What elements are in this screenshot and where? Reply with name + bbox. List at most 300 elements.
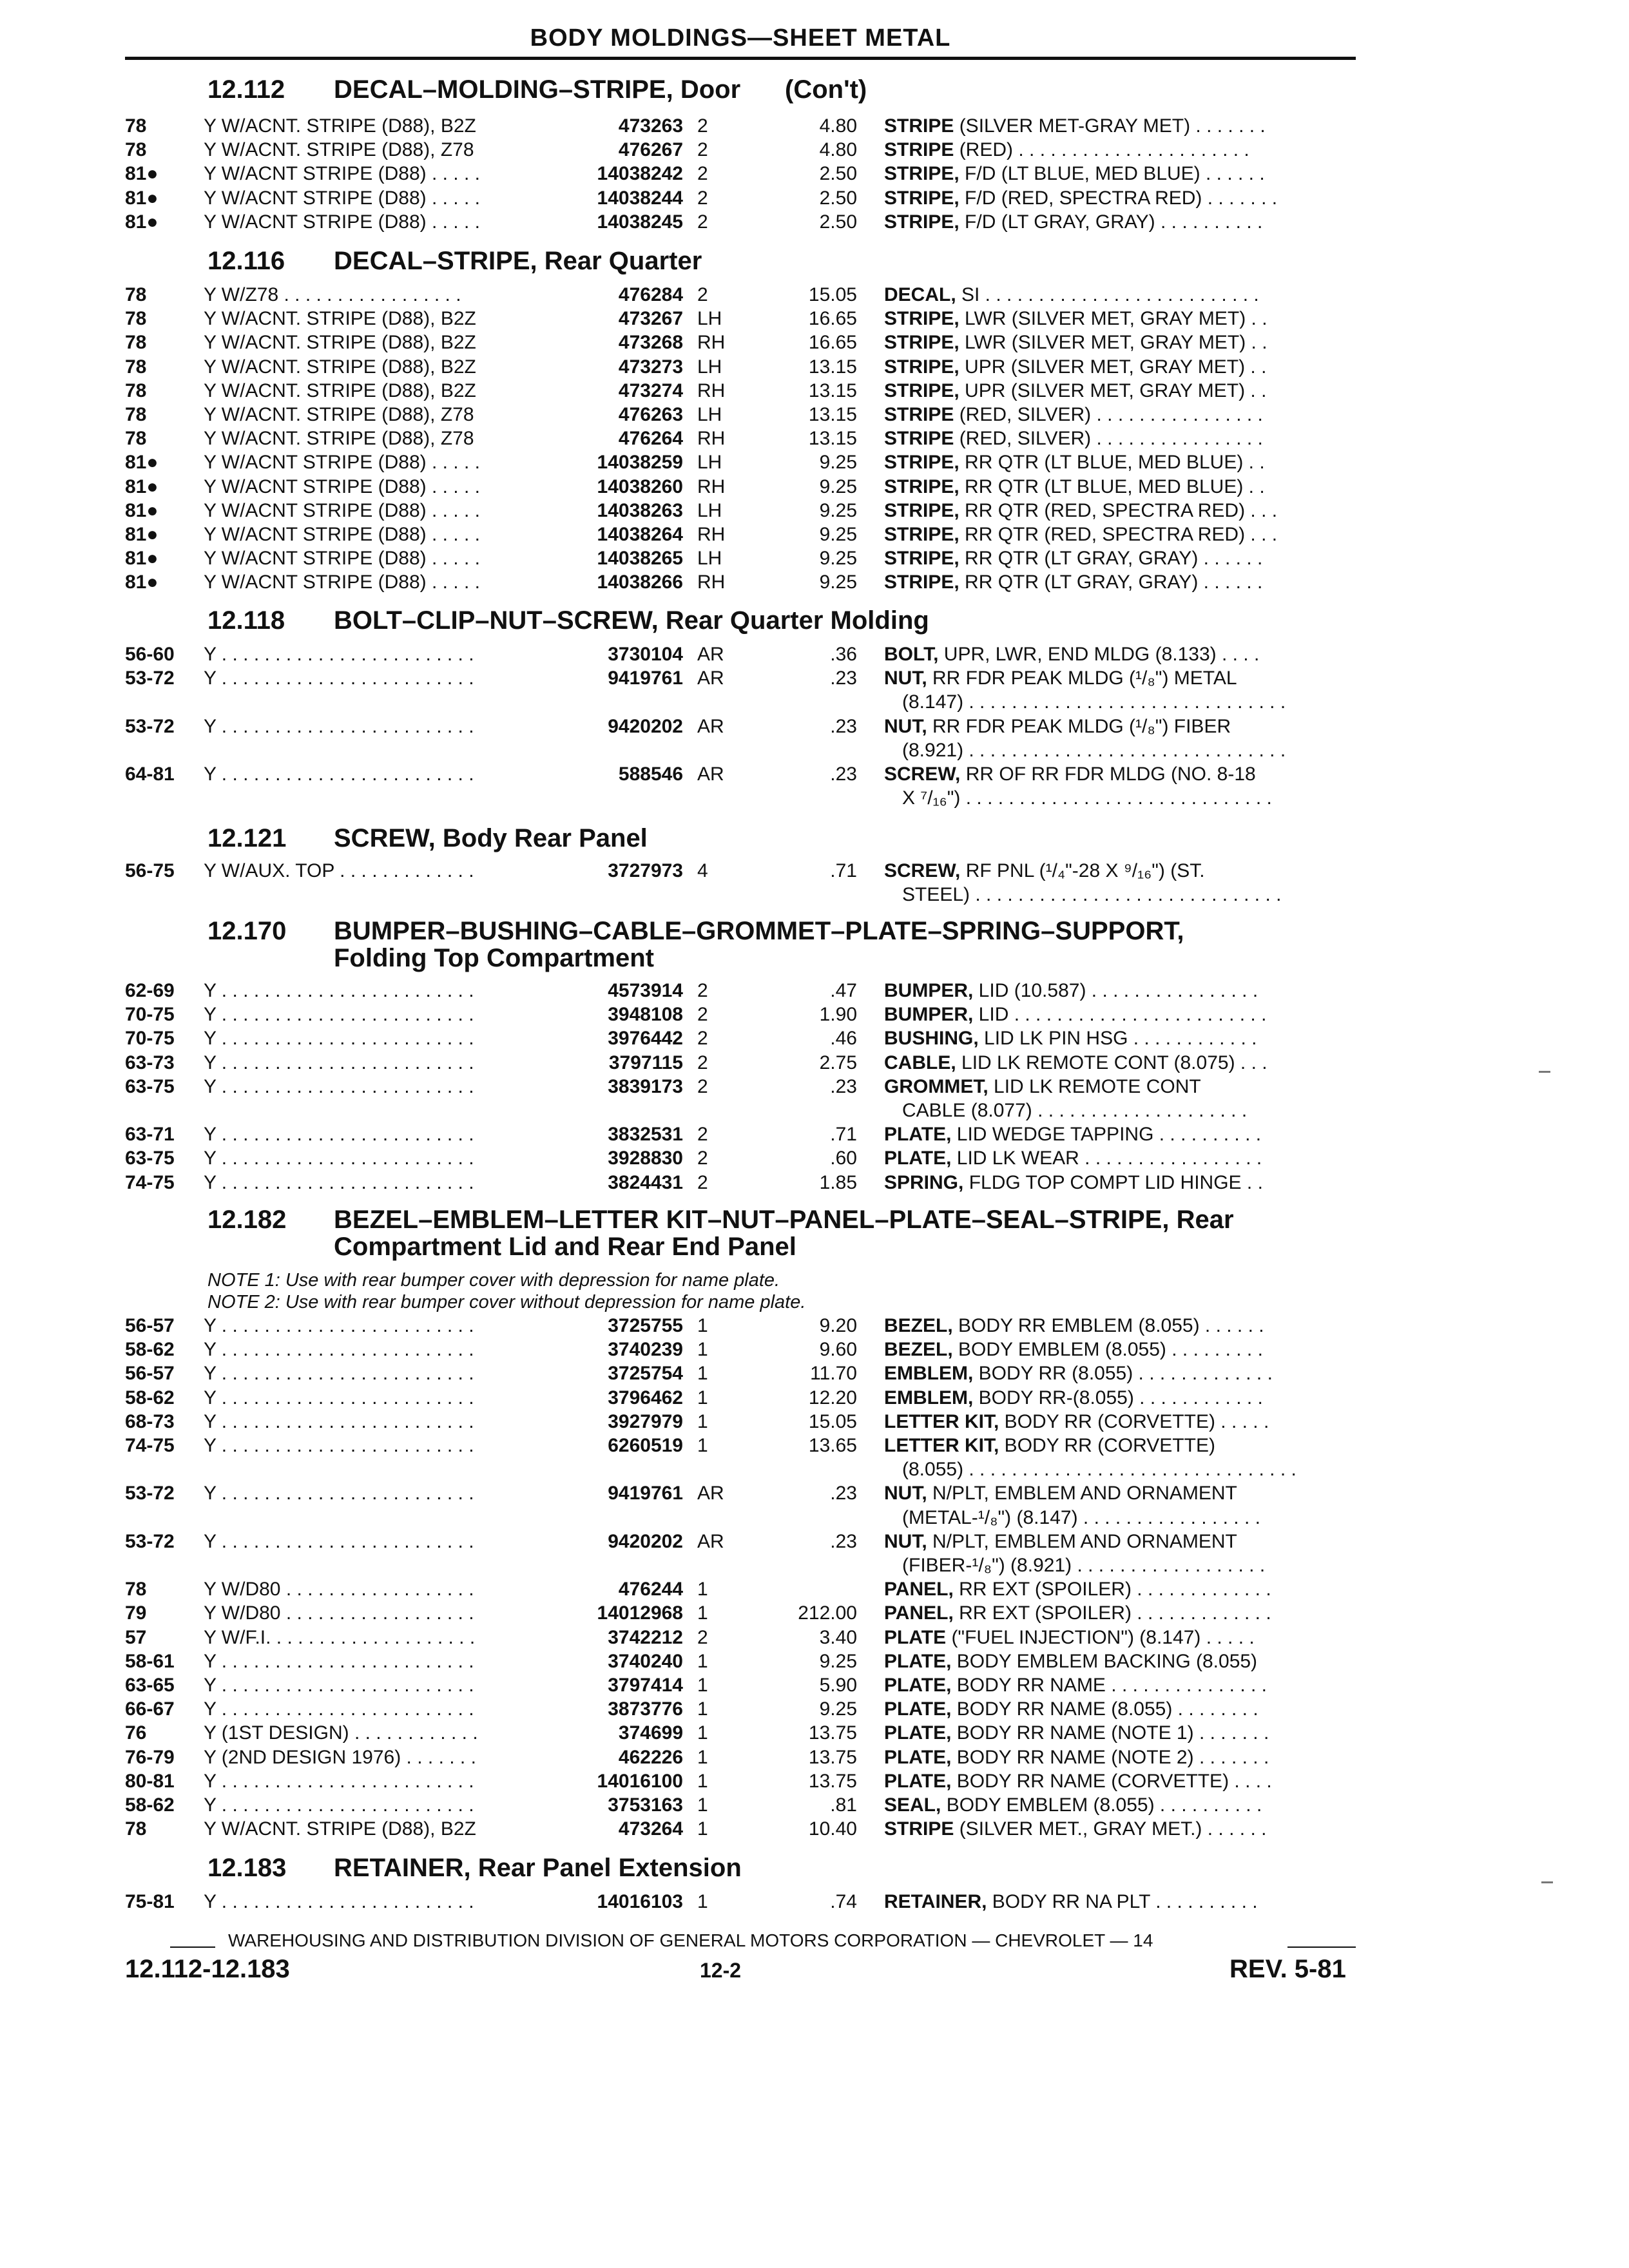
price: .71: [830, 1124, 857, 1145]
price: .23: [830, 716, 857, 737]
part-number: 3740239: [608, 1339, 683, 1360]
quantity: 2: [697, 1028, 708, 1049]
quantity: 1: [697, 1675, 708, 1696]
part-description-detail: BODY RR NAME (NOTE 2) . . . . . . .: [951, 1747, 1269, 1768]
part-name: LETTER KIT,: [884, 1435, 999, 1456]
part-name: PLATE,: [884, 1675, 952, 1696]
price: .23: [830, 1483, 857, 1504]
table-row: [0, 115, 1629, 138]
part-name: BUMPER,: [884, 980, 974, 1001]
price: 2.50: [819, 163, 857, 184]
price: 13.15: [808, 380, 857, 401]
part-number: 14016103: [597, 1891, 683, 1912]
part-description: [884, 523, 1277, 546]
section-heading: [207, 1206, 1234, 1260]
part-description-detail: LID . . . . . . . . . . . . . . . . . . . . . . . .: [973, 1004, 1267, 1025]
usage-code: Y . . . . . . . . . . . . . . . . . . . . . . . .: [204, 1435, 474, 1456]
part-description-continued: (8.921) . . . . . . . . . . . . . . . . . . . . . . . . . . . . . .: [902, 740, 1286, 761]
part-name: STRIPE: [884, 115, 954, 137]
price: 9.25: [819, 500, 857, 521]
part-description-detail: F/D (LT GRAY, GRAY) . . . . . . . . . .: [959, 211, 1263, 233]
usage-code: Y W/ACNT STRIPE (D88) . . . . .: [204, 211, 480, 233]
section-number: 12.112: [207, 75, 285, 104]
quantity: LH: [697, 452, 722, 473]
model-year: 58-62: [125, 1387, 175, 1408]
part-name: SEAL,: [884, 1794, 941, 1816]
part-description: [884, 1674, 1267, 1697]
part-description-detail: BODY RR (CORVETTE) . . . . .: [999, 1411, 1269, 1432]
part-name: STRIPE: [884, 139, 954, 160]
price: 212.00: [798, 1602, 857, 1624]
table-row: [0, 1602, 1629, 1625]
part-description-continued: (8.055) . . . . . . . . . . . . . . . . . . . . . . . . . . . . . . .: [902, 1459, 1296, 1480]
quantity: 1: [697, 1411, 708, 1432]
part-description-detail: LID LK REMOTE CONT: [988, 1076, 1201, 1097]
usage-code: Y W/F.I. . . . . . . . . . . . . . . . . . . .: [204, 1627, 476, 1648]
part-name: RETAINER,: [884, 1891, 987, 1912]
part-name: SCREW,: [884, 860, 961, 881]
quantity: LH: [697, 356, 722, 378]
footer-rule-right: [1287, 1946, 1356, 1948]
quantity: 4: [697, 860, 708, 881]
model-year: 74-75: [125, 1435, 175, 1456]
part-name: STRIPE,: [884, 548, 959, 569]
usage-code: Y . . . . . . . . . . . . . . . . . . . . . . . .: [204, 1076, 474, 1097]
part-description-detail: BODY RR NA PLT . . . . . . . . . .: [987, 1891, 1258, 1912]
part-description: [884, 1722, 1269, 1745]
table-row: [0, 1530, 1629, 1553]
part-description-detail: BODY RR EMBLEM (8.055) . . . . . .: [952, 1315, 1264, 1336]
usage-code: Y W/ACNT STRIPE (D88) . . . . .: [204, 524, 480, 545]
table-row: [0, 187, 1629, 210]
section-note: NOTE 1: Use with rear bumper cover with depression for name plate.: [207, 1270, 780, 1291]
part-number: 473263: [618, 115, 683, 137]
model-year: 81●: [125, 211, 159, 233]
part-name: PLATE,: [884, 1124, 952, 1145]
quantity: LH: [697, 500, 722, 521]
model-year: 78: [125, 404, 147, 425]
part-description: [884, 1818, 1266, 1841]
part-description: [884, 1147, 1262, 1170]
part-description: [884, 1362, 1273, 1385]
part-description: [884, 211, 1262, 234]
footer-page-number: 12-2: [700, 1959, 742, 1982]
part-description-detail: RR QTR (LT GRAY, GRAY) . . . . . .: [959, 572, 1263, 593]
part-description: [884, 763, 1256, 786]
usage-code: Y . . . . . . . . . . . . . . . . . . . . . . . .: [204, 1387, 474, 1408]
part-number: 3928830: [608, 1148, 683, 1169]
footer-division-text: WAREHOUSING AND DISTRIBUTION DIVISION OF GENERAL MOTORS CORPORATION — CHEVROLET — 14: [228, 1930, 1153, 1950]
price: 13.15: [808, 428, 857, 449]
part-name: STRIPE,: [884, 211, 959, 233]
part-number: 3730104: [608, 644, 683, 665]
part-description: [884, 1387, 1263, 1410]
price: .81: [830, 1794, 857, 1816]
part-description: [884, 1027, 1257, 1050]
part-name: STRIPE,: [884, 356, 959, 378]
table-row: [0, 499, 1629, 523]
table-row-continuation: [0, 1099, 1629, 1122]
part-description-detail: LID LK PIN HSG . . . . . . . . . . . .: [978, 1028, 1257, 1049]
part-description: [884, 1410, 1269, 1434]
table-row: [0, 451, 1629, 474]
table-row: [0, 1818, 1629, 1841]
price: 13.15: [808, 356, 857, 378]
quantity: 2: [697, 1004, 708, 1025]
usage-code: Y W/ACNT. STRIPE (D88), Z78: [204, 139, 474, 160]
model-year: 75-81: [125, 1891, 175, 1912]
part-description: [884, 284, 1259, 307]
usage-code: Y . . . . . . . . . . . . . . . . . . . . . . . .: [204, 1698, 474, 1720]
part-number: 3740240: [608, 1651, 683, 1672]
section-title-line2: Compartment Lid and Rear End Panel: [334, 1233, 796, 1261]
model-year: 56-60: [125, 644, 175, 665]
table-row: [0, 715, 1629, 738]
usage-code: Y . . . . . . . . . . . . . . . . . . . . . . . .: [204, 980, 474, 1001]
table-row: [0, 476, 1629, 499]
part-description-detail: RR FDR PEAK MLDG (¹/₈") METAL: [927, 668, 1237, 689]
part-name: SPRING,: [884, 1172, 964, 1193]
section-heading: [207, 825, 648, 852]
part-name: STRIPE,: [884, 524, 959, 545]
price: 2.50: [819, 187, 857, 209]
part-number: 14038244: [597, 187, 683, 209]
table-row: [0, 1578, 1629, 1601]
model-year: 78: [125, 380, 147, 401]
quantity: 2: [697, 211, 708, 233]
model-year: 56-57: [125, 1315, 175, 1336]
table-row: [0, 307, 1629, 331]
model-year: 53-72: [125, 716, 175, 737]
model-year: 56-57: [125, 1363, 175, 1384]
section-heading: [207, 1854, 742, 1881]
part-number: 14038260: [597, 476, 683, 497]
table-row-continuation: [0, 739, 1629, 762]
section-heading: [207, 75, 867, 104]
price: 9.25: [819, 548, 857, 569]
quantity: 1: [697, 1435, 708, 1456]
quantity: 1: [697, 1771, 708, 1792]
usage-code: Y . . . . . . . . . . . . . . . . . . . . . . . .: [204, 1363, 474, 1384]
part-number: 9419761: [608, 668, 683, 689]
part-number: 473273: [618, 356, 683, 378]
part-number: 14038245: [597, 211, 683, 233]
quantity: 1: [697, 1651, 708, 1672]
part-description: [884, 1434, 1215, 1457]
part-description: [884, 427, 1263, 450]
part-description-detail: RR QTR (LT BLUE, MED BLUE) . .: [959, 476, 1265, 497]
part-description-detail: LWR (SILVER MET, GRAY MET) . .: [959, 332, 1268, 353]
quantity: 2: [697, 139, 708, 160]
quantity: LH: [697, 404, 722, 425]
table-row: [0, 979, 1629, 1003]
table-row: [0, 1387, 1629, 1410]
part-name: STRIPE,: [884, 500, 959, 521]
part-number: 4573914: [608, 980, 683, 1001]
price: .71: [830, 860, 857, 881]
model-year: 81●: [125, 524, 159, 545]
part-description: [884, 115, 1266, 138]
section-heading: [207, 247, 702, 274]
part-description: [884, 979, 1258, 1003]
model-year: 78: [125, 428, 147, 449]
price: 9.25: [819, 524, 857, 545]
part-description-detail: RR OF RR FDR MLDG (NO. 8-18: [960, 764, 1256, 785]
quantity: 2: [697, 1076, 708, 1097]
table-row: [0, 1746, 1629, 1769]
price: .60: [830, 1148, 857, 1169]
part-description-detail: RR QTR (RED, SPECTRA RED) . . .: [959, 500, 1278, 521]
quantity: 2: [697, 1172, 708, 1193]
quantity: 1: [697, 1794, 708, 1816]
quantity: 1: [697, 1722, 708, 1744]
model-year: 81●: [125, 500, 159, 521]
quantity: 1: [697, 1698, 708, 1720]
part-name: PANEL,: [884, 1579, 954, 1600]
table-row: [0, 1410, 1629, 1434]
usage-code: Y . . . . . . . . . . . . . . . . . . . . . . . .: [204, 1315, 474, 1336]
price: 11.70: [810, 1363, 857, 1384]
part-description-continued: STEEL) . . . . . . . . . . . . . . . . . . . . . . . . . . . . .: [902, 884, 1282, 905]
price: 13.75: [808, 1747, 857, 1768]
section-title: BEZEL–EMBLEM–LETTER KIT–NUT–PANEL–PLATE–SEAL–STRIPE, Rear: [334, 1206, 1234, 1234]
price: .46: [830, 1028, 857, 1049]
model-year: 53-72: [125, 1483, 175, 1504]
part-description-detail: RR QTR (LT BLUE, MED BLUE) . .: [959, 452, 1265, 473]
quantity: 1: [697, 1339, 708, 1360]
part-description: [884, 547, 1262, 570]
table-row-continuation: [0, 1554, 1629, 1577]
section-title: DECAL–STRIPE, Rear Quarter: [334, 247, 702, 275]
part-name: STRIPE,: [884, 380, 959, 401]
footer-rule-left: [170, 1946, 215, 1948]
quantity: AR: [697, 764, 724, 785]
price: 13.15: [808, 404, 857, 425]
table-row: [0, 1362, 1629, 1385]
table-row-continuation: [0, 1458, 1629, 1481]
model-year: 78: [125, 1818, 147, 1840]
part-description: [884, 162, 1265, 186]
quantity: 1: [697, 1387, 708, 1408]
part-name: PLATE,: [884, 1771, 952, 1792]
part-description: [884, 1482, 1237, 1505]
model-year: 79: [125, 1602, 147, 1624]
section-number: 12.170: [207, 917, 287, 945]
model-year: 78: [125, 308, 147, 329]
model-year: 66-67: [125, 1698, 175, 1720]
part-description: [884, 1626, 1255, 1649]
quantity: 2: [697, 163, 708, 184]
part-description: [884, 571, 1262, 594]
part-name: PLATE,: [884, 1651, 952, 1672]
table-row: [0, 139, 1629, 162]
price: 9.25: [819, 572, 857, 593]
table-row-continuation: [0, 691, 1629, 714]
usage-code: Y . . . . . . . . . . . . . . . . . . . . . . . .: [204, 668, 474, 689]
section-heading: [207, 918, 1184, 972]
model-year: 81●: [125, 548, 159, 569]
table-row: [0, 860, 1629, 883]
part-description: [884, 667, 1237, 690]
price: 9.25: [819, 1698, 857, 1720]
part-description-detail: BODY RR-(8.055) . . . . . . . . . . . .: [973, 1387, 1263, 1408]
model-year: 53-72: [125, 668, 175, 689]
usage-code: Y . . . . . . . . . . . . . . . . . . . . . . . .: [204, 1651, 474, 1672]
price: 16.65: [808, 332, 857, 353]
usage-code: Y W/ACNT. STRIPE (D88), B2Z: [204, 1818, 476, 1840]
usage-code: Y . . . . . . . . . . . . . . . . . . . . . . . .: [204, 1794, 474, 1816]
table-row: [0, 380, 1629, 403]
part-description-detail: BODY EMBLEM (8.055) . . . . . . . . . .: [941, 1794, 1262, 1816]
model-year: 76: [125, 1722, 147, 1744]
part-number: 476263: [618, 404, 683, 425]
part-number: 3797414: [608, 1675, 683, 1696]
part-description-continued: (METAL-¹/₈") (8.147) . . . . . . . . . . . . . . . . .: [902, 1507, 1260, 1528]
price: .23: [830, 764, 857, 785]
table-row: [0, 643, 1629, 666]
part-description: [884, 1890, 1258, 1914]
part-number: 462226: [618, 1747, 683, 1768]
part-description-detail: LID WEDGE TAPPING . . . . . . . . . .: [951, 1124, 1262, 1145]
part-name: BEZEL,: [884, 1339, 953, 1360]
quantity: 2: [697, 1124, 708, 1145]
part-description: [884, 356, 1266, 379]
part-description: [884, 307, 1268, 331]
part-description: [884, 860, 1205, 883]
part-name: STRIPE,: [884, 163, 959, 184]
model-year: 78: [125, 1579, 147, 1600]
table-row: [0, 1650, 1629, 1673]
part-name: GROMMET,: [884, 1076, 988, 1097]
model-year: 78: [125, 356, 147, 378]
model-year: 80-81: [125, 1771, 175, 1792]
part-name: BUMPER,: [884, 1004, 974, 1025]
table-row: [0, 1890, 1629, 1914]
table-row: [0, 1171, 1629, 1195]
part-number: 473274: [618, 380, 683, 401]
part-description-detail: UPR, LWR, END MLDG (8.133) . . . .: [938, 644, 1260, 665]
quantity: RH: [697, 380, 726, 401]
usage-code: Y . . . . . . . . . . . . . . . . . . . . . . . .: [204, 1339, 474, 1360]
part-number: 476264: [618, 428, 683, 449]
part-name: NUT,: [884, 716, 927, 737]
usage-code: Y W/ACNT. STRIPE (D88), B2Z: [204, 332, 476, 353]
price: 15.05: [808, 284, 857, 305]
quantity: AR: [697, 1531, 724, 1552]
quantity: 2: [697, 284, 708, 305]
part-description: [884, 1602, 1271, 1625]
part-number: 3797115: [608, 1052, 683, 1073]
usage-code: Y W/ACNT STRIPE (D88) . . . . .: [204, 452, 480, 473]
part-description-detail: F/D (RED, SPECTRA RED) . . . . . . .: [959, 187, 1278, 209]
usage-code: Y (1ST DESIGN) . . . . . . . . . . . .: [204, 1722, 478, 1744]
part-description: [884, 1171, 1263, 1195]
price: 9.25: [819, 476, 857, 497]
quantity: LH: [697, 548, 722, 569]
part-description-detail: RF PNL (¹/₄"-28 X ⁹/₁₆") (ST.: [960, 860, 1205, 881]
quantity: RH: [697, 572, 726, 593]
table-row: [0, 1338, 1629, 1361]
footer-section-range: 12.112-12.183: [125, 1955, 290, 1983]
part-description-detail: UPR (SILVER MET, GRAY MET) . .: [959, 380, 1267, 401]
part-number: 14038265: [597, 548, 683, 569]
part-number: 3873776: [608, 1698, 683, 1720]
usage-code: Y . . . . . . . . . . . . . . . . . . . . . . . .: [204, 1124, 474, 1145]
part-description-continued: X ⁷/₁₆") . . . . . . . . . . . . . . . . . . . . . . . . . . . . .: [902, 787, 1272, 809]
part-description-detail: BODY RR (CORVETTE): [999, 1435, 1215, 1456]
part-number: 14038242: [597, 163, 683, 184]
part-number: 3742212: [608, 1627, 683, 1648]
part-description-detail: SI . . . . . . . . . . . . . . . . . . . . . . . . . .: [956, 284, 1259, 305]
usage-code: Y (2ND DESIGN 1976) . . . . . . .: [204, 1747, 476, 1768]
usage-code: Y W/D80 . . . . . . . . . . . . . . . . . .: [204, 1602, 474, 1624]
table-row: [0, 1770, 1629, 1793]
part-name: NUT,: [884, 1483, 927, 1504]
table-row: [0, 1123, 1629, 1146]
part-description-detail: RR EXT (SPOILER) . . . . . . . . . . . . .: [953, 1602, 1271, 1624]
price: 13.75: [808, 1722, 857, 1744]
table-row: [0, 1052, 1629, 1075]
price: 12.20: [808, 1387, 857, 1408]
part-number: 3824431: [608, 1172, 683, 1193]
part-name: STRIPE: [884, 404, 954, 425]
table-row: [0, 523, 1629, 546]
part-number: 14038263: [597, 500, 683, 521]
part-name: PLATE,: [884, 1698, 952, 1720]
quantity: 1: [697, 1747, 708, 1768]
part-description-detail: UPR (SILVER MET, GRAY MET) . .: [959, 356, 1267, 378]
part-description: [884, 1338, 1263, 1361]
part-description-detail: (RED) . . . . . . . . . . . . . . . . . . . . . .: [954, 139, 1249, 160]
part-number: 473268: [618, 332, 683, 353]
usage-code: Y . . . . . . . . . . . . . . . . . . . . . . . .: [204, 1172, 474, 1193]
part-description-detail: BODY RR NAME (NOTE 1) . . . . . . .: [951, 1722, 1269, 1744]
part-name: SCREW,: [884, 764, 961, 785]
quantity: 2: [697, 1052, 708, 1073]
quantity: 2: [697, 1148, 708, 1169]
quantity: LH: [697, 308, 722, 329]
part-description-continued: (8.147) . . . . . . . . . . . . . . . . . . . . . . . . . . . . . .: [902, 691, 1286, 713]
price: 9.60: [819, 1339, 857, 1360]
part-description: [884, 1650, 1257, 1673]
section-title: BUMPER–BUSHING–CABLE–GROMMET–PLATE–SPRING–SUPPORT,: [334, 917, 1184, 945]
part-name: EMBLEM,: [884, 1387, 974, 1408]
price: 2.75: [819, 1052, 857, 1073]
part-name: LETTER KIT,: [884, 1411, 999, 1432]
part-number: 3727973: [608, 860, 683, 881]
part-description-detail: LID LK WEAR . . . . . . . . . . . . . . . . .: [951, 1148, 1262, 1169]
quantity: AR: [697, 644, 724, 665]
part-description: [884, 331, 1268, 354]
part-number: 374699: [618, 1722, 683, 1744]
part-description: [884, 1003, 1266, 1026]
part-description: [884, 1698, 1258, 1721]
quantity: 2: [697, 187, 708, 209]
table-row: [0, 547, 1629, 570]
price: 9.25: [819, 452, 857, 473]
part-name: PLATE,: [884, 1148, 952, 1169]
quantity: 2: [697, 1627, 708, 1648]
page-header-title: BODY MOLDINGS—SHEET METAL: [530, 24, 951, 52]
table-row: [0, 284, 1629, 307]
usage-code: Y . . . . . . . . . . . . . . . . . . . . . . . .: [204, 1004, 474, 1025]
part-name: STRIPE,: [884, 476, 959, 497]
usage-code: Y W/ACNT. STRIPE (D88), B2Z: [204, 380, 476, 401]
part-number: 473267: [618, 308, 683, 329]
part-description-detail: BODY RR (8.055) . . . . . . . . . . . . .: [973, 1363, 1273, 1384]
section-title: BOLT–CLIP–NUT–SCREW, Rear Quarter Molding: [334, 606, 929, 635]
part-description-detail: BODY RR NAME (8.055) . . . . . . . .: [951, 1698, 1258, 1720]
